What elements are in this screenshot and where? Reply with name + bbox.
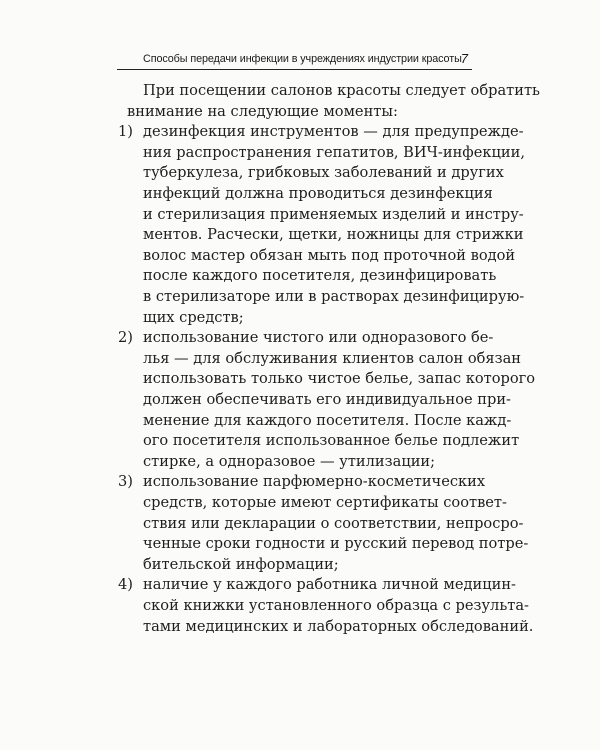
list-item-line: тами медицинских и лабораторных обследований. — [143, 617, 534, 635]
list-item-line: стирке, а одноразовое — утилизации; — [143, 452, 436, 470]
list-item-line: ния распространения гепатитов, ВИЧ-инфекции, — [143, 143, 525, 161]
intro-line: внимание на следующие моменты: — [127, 102, 398, 120]
running-header-title: Способы передачи инфекции в учреждениях индустрии красоты — [143, 53, 462, 65]
intro-line: При посещении салонов красоты следует обратить — [143, 82, 540, 99]
list-item-number: 2) — [118, 329, 133, 347]
list-item-number: 4) — [118, 576, 133, 594]
list-item-line: ченные сроки годности и русский перевод потре- — [143, 535, 529, 553]
list-item-line: лья — для обслуживания клиентов салон обязан — [143, 349, 522, 367]
list-item-line: наличие у каждого работника личной медицин- — [143, 576, 516, 594]
list-item-line: ствия или декларации о соответствии, непросро- — [143, 514, 524, 532]
list-item-number: 3) — [118, 473, 133, 491]
list-item-line: использование чистого или одноразового бе- — [143, 329, 494, 347]
list-item-number: 1) — [118, 123, 133, 141]
list-item-line: средств, которые имеют сертификаты соответ- — [143, 494, 507, 511]
list-item-line: ого посетителя использованное белье подлежит — [143, 432, 520, 450]
page-number: 7 — [460, 51, 468, 66]
list-item-line: и стерилизация применяемых изделий и инстру- — [143, 205, 524, 223]
list-item-line: после каждого посетителя, дезинфицировать — [143, 267, 497, 285]
list-item-line: ской книжки установленного образца с результа- — [143, 597, 529, 614]
list-item-line: волос мастер обязан мыть под проточной водой — [143, 246, 516, 264]
list-item-line: ментов. Расчески, щетки, ножницы для стрижки — [143, 226, 524, 244]
list-item-line: менение для каждого посетителя. После кажд- — [143, 411, 512, 429]
list-item-line: дезинфекция инструментов — для предупрежде- — [143, 123, 524, 141]
list-item-line: должен обеспечивать его индивидуальное при- — [143, 391, 511, 408]
list-item-line: в стерилизаторе или в растворах дезинфицирую- — [143, 288, 525, 305]
list-item-line: бительской информации; — [143, 555, 339, 573]
list-item-line: инфекций должна проводиться дезинфекция — [143, 185, 493, 202]
running-header — [117, 47, 472, 70]
list-item-line: щих средств; — [143, 308, 244, 326]
list-item-line: туберкулеза, грибковых заболеваний и других — [143, 164, 504, 182]
list-item-line: использование парфюмерно-косметических — [143, 473, 486, 491]
list-item-line: использовать только чистое белье, запас которого — [143, 370, 536, 388]
